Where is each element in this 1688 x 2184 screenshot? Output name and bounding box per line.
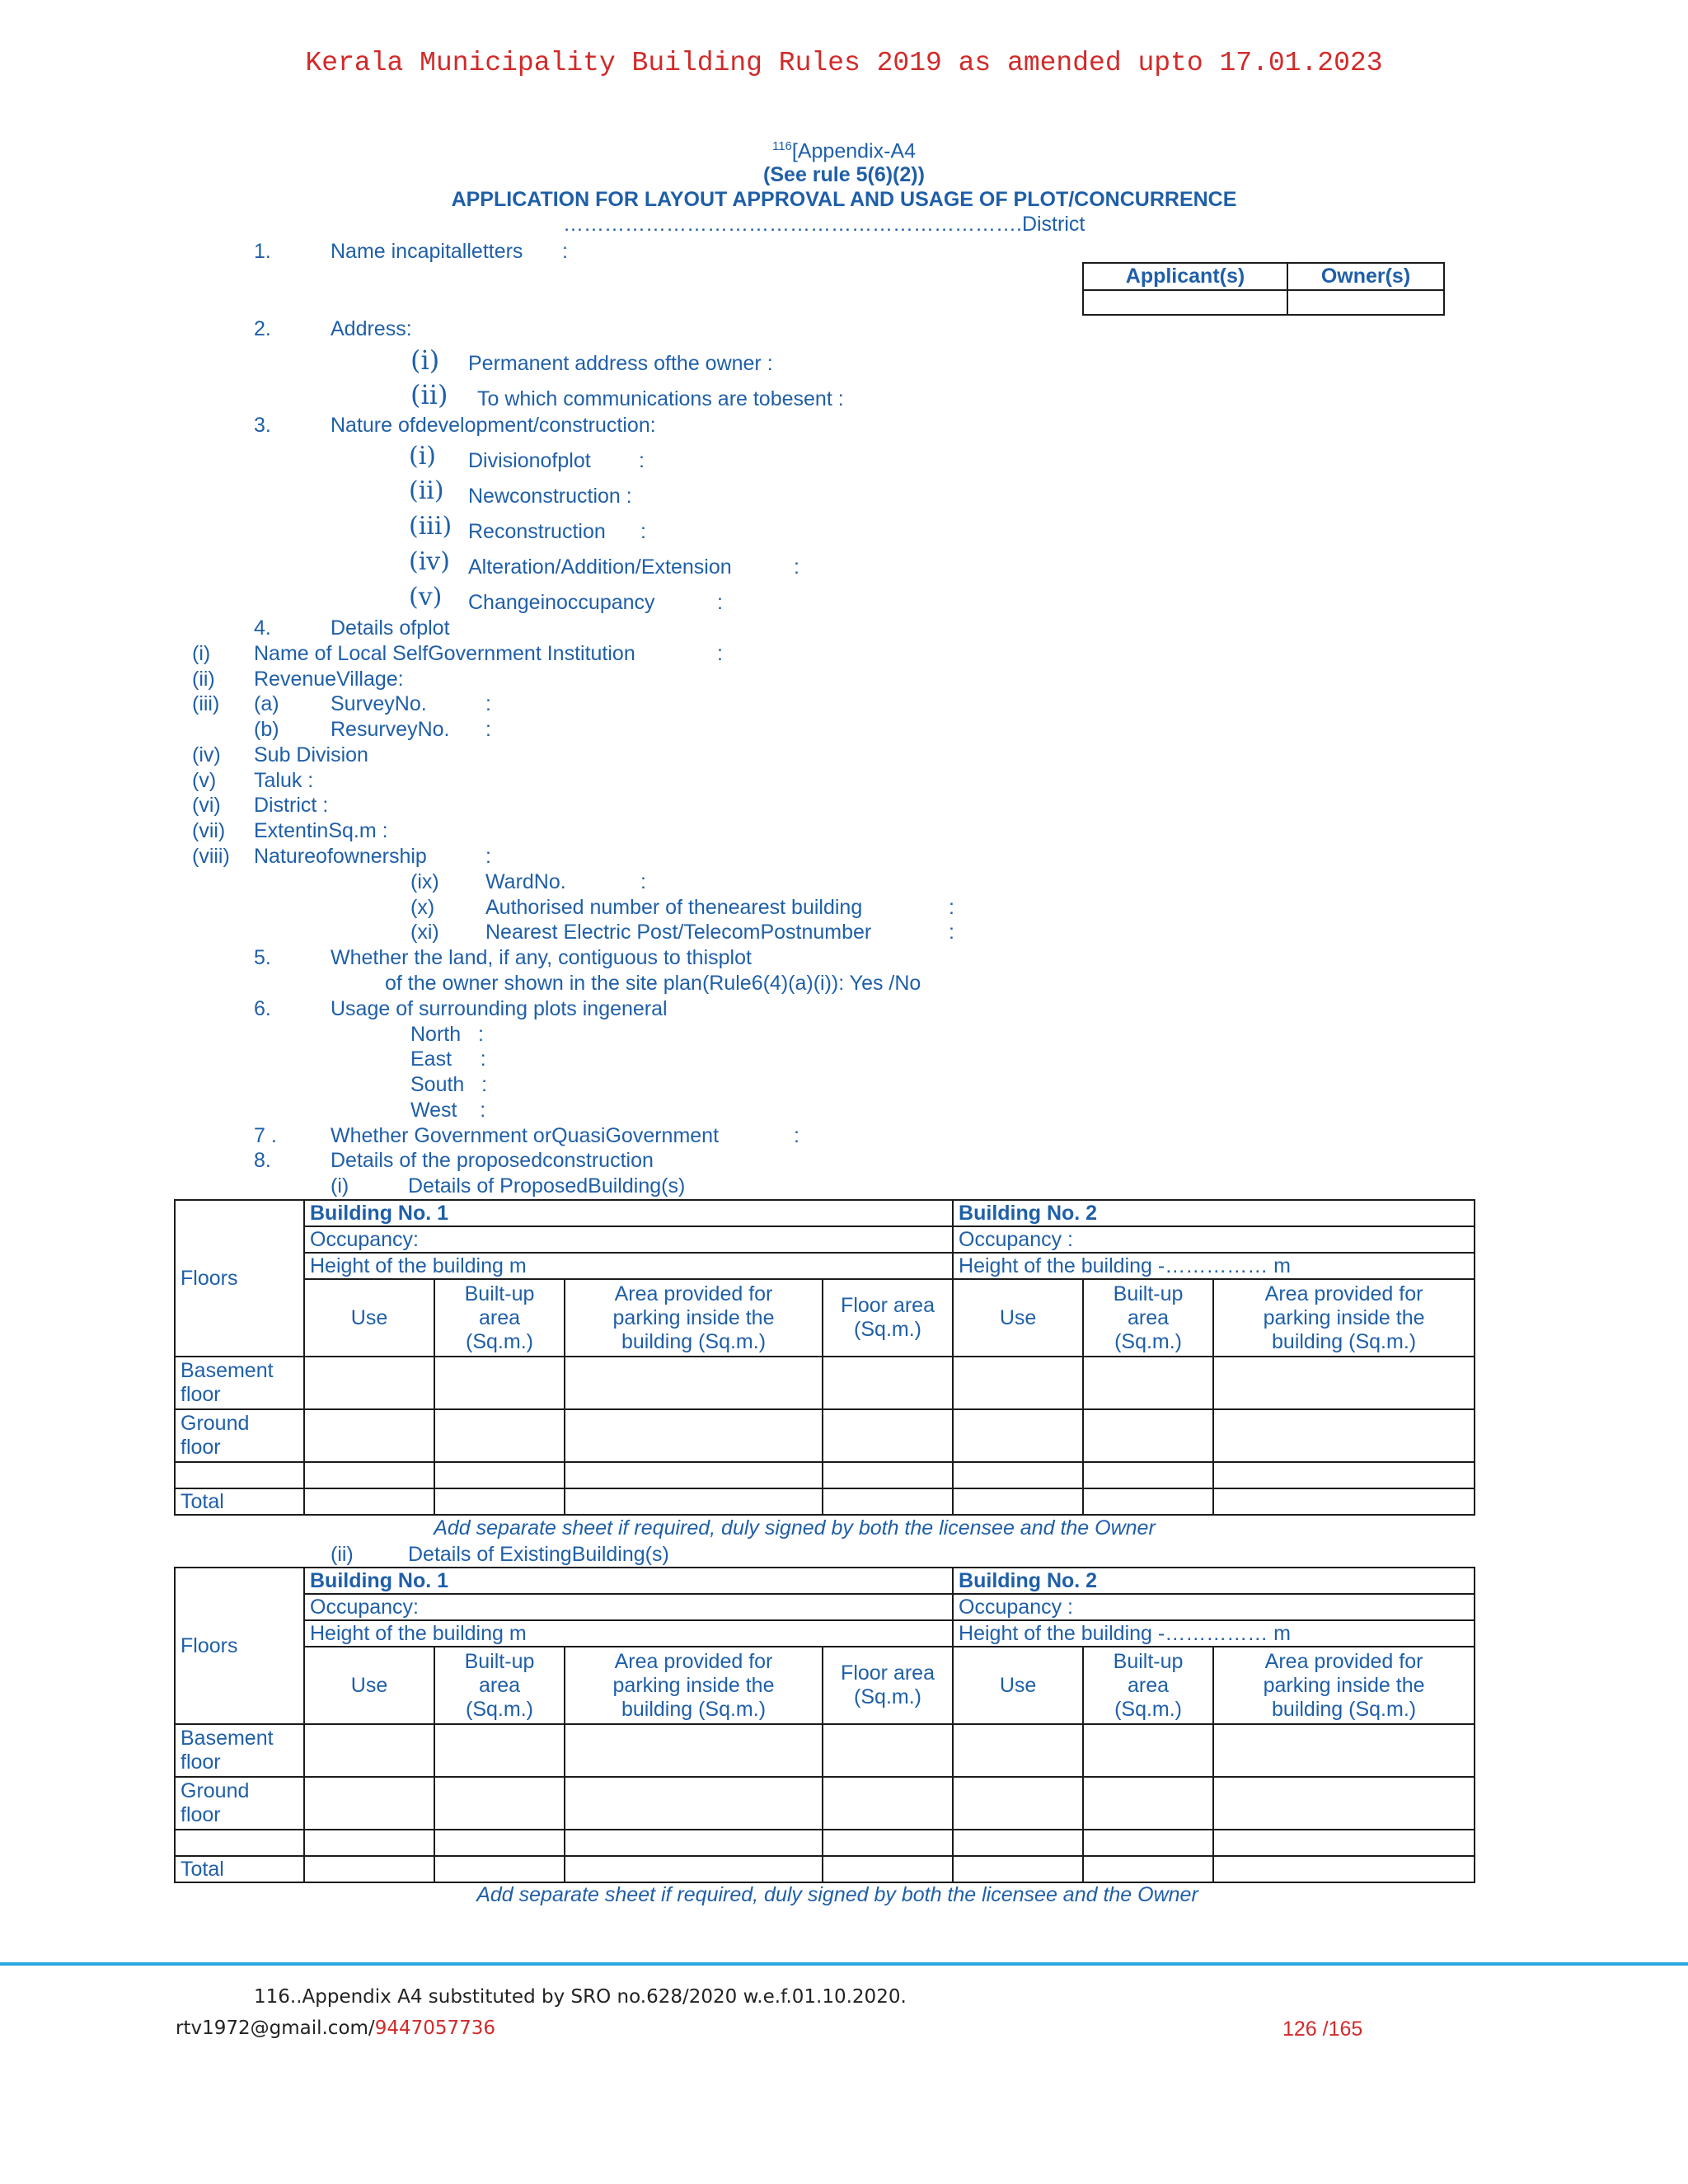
footer-email: rtv1972@gmail.com/ (176, 2018, 375, 2039)
ground-row (175, 1777, 1475, 1830)
plot-2-number: (ii) (192, 668, 215, 691)
ground-row (175, 1409, 1475, 1462)
proposed-buildings-label: Details of ProposedBuilding(s) (408, 1174, 686, 1197)
electric-post-label: Nearest Electric Post/TelecomPostnumber (485, 921, 872, 944)
item-2a-roman: (i) (410, 344, 440, 376)
item-6-number: 6. (254, 997, 271, 1020)
item-5-label: Whether the land, if any, contiguous to thisplot (331, 946, 752, 969)
resurvey-letter: (b) (254, 718, 279, 741)
footnote-marker: 116 (771, 139, 792, 153)
plot-10-number: (x) (410, 896, 435, 919)
item-1-colon: : (562, 240, 568, 263)
footer-rule (0, 1962, 1688, 1966)
item-6-label: Usage of surrounding plots ingeneral (331, 997, 668, 1020)
plot-1-number: (i) (192, 642, 211, 665)
footnote-116: 116..Appendix A4 substituted by SRO no.628/2020 w.e.f.01.10.2020. (254, 1986, 907, 2008)
item-8-label: Details of the proposedconstruction (331, 1149, 654, 1172)
item-2b-roman: (ii) (410, 379, 448, 410)
plot-8-number: (viii) (192, 845, 230, 868)
district-line: ………………………………………………………….District (563, 213, 1085, 236)
building-2-header: Building No. 2 (953, 1200, 1475, 1226)
basement-row (175, 1357, 1475, 1409)
item-3-label: Nature ofdevelopment/construction: (331, 414, 656, 437)
plot-11-number: (xi) (410, 921, 439, 944)
reconstruction-colon: : (640, 520, 646, 543)
builtup-area-header: Built-up area (Sq.m.) (434, 1647, 565, 1724)
ward-no-colon: : (640, 870, 646, 893)
permanent-address-label: Permanent address ofthe owner : (468, 352, 773, 375)
plot-7-number: (vii) (192, 819, 226, 842)
applicant-header: Applicant(s) (1083, 263, 1287, 290)
ward-no-label: WardNo. (485, 870, 566, 893)
existing-table-note: Add separate sheet if required, duly signed by both the licensee and the Owner (476, 1883, 1198, 1906)
item-1-label: Name incapitalletters (331, 240, 523, 263)
building-1-height: Height of the building m (304, 1253, 953, 1279)
taluk-label: Taluk : (254, 769, 314, 792)
item-1-number: 1. (254, 240, 271, 263)
blank-row (175, 1830, 1475, 1856)
item-7-colon: : (794, 1124, 799, 1147)
form-title: APPLICATION FOR LAYOUT APPROVAL AND USAGE OF PLOT/CONCURRENCE (451, 188, 1237, 211)
item-8i-number: (i) (331, 1174, 349, 1197)
total-row (175, 1856, 1475, 1882)
item-3-number: 3. (254, 414, 271, 437)
change-occupancy-colon: : (717, 591, 723, 614)
builtup-area-header: Built-up area (Sq.m.) (1083, 1279, 1213, 1357)
north-label: North : (410, 1023, 484, 1046)
floors-header: Floors (175, 1200, 304, 1357)
nearest-building-label: Authorised number of thenearest building (485, 896, 863, 919)
building-1-header: Building No. 1 (304, 1568, 953, 1594)
item-3a-roman: (i) (409, 442, 437, 471)
proposed-buildings-table (174, 1199, 1475, 1516)
see-rule: (See rule 5(6)(2)) (763, 163, 925, 186)
item-5-number: 5. (254, 946, 271, 969)
south-label: South : (410, 1073, 488, 1096)
survey-letter: (a) (254, 692, 279, 715)
parking-area-header: Area provided for parking inside the building (Sq.m.) (1213, 1279, 1475, 1357)
new-construction-label: Newconstruction : (468, 485, 632, 508)
alteration-label: Alteration/Addition/Extension (468, 555, 732, 579)
reconstruction-label: Reconstruction (468, 520, 606, 543)
item-3b-roman: (ii) (409, 476, 444, 505)
footer-contact (176, 2018, 495, 2039)
blank-row (175, 1462, 1475, 1488)
builtup-area-header: Built-up area (Sq.m.) (434, 1279, 565, 1357)
extent-label: ExtentinSq.m : (254, 819, 388, 842)
total-label: Total (175, 1488, 304, 1515)
floor-area-header: Floor area (Sq.m.) (823, 1647, 953, 1724)
item-4-number: 4. (254, 616, 271, 640)
division-of-plot-label: Divisionofplot (468, 449, 591, 472)
building-1-occupancy: Occupancy: (304, 1226, 953, 1253)
appendix-heading (0, 134, 1688, 163)
item-3d-roman: (iv) (409, 547, 450, 576)
building-2-occupancy: Occupancy : (953, 1226, 1475, 1253)
item-3c-roman: (iii) (409, 512, 452, 541)
running-header: Kerala Municipality Building Rules 2019 as amended upto 17.01.2023 (305, 48, 1383, 78)
plot-6-number: (vi) (192, 794, 221, 817)
communication-address-label: To which communications are tobesent : (477, 387, 844, 410)
building-2-height: Height of the building -…………… m (953, 1253, 1475, 1279)
building-2-height: Height of the building -…………… m (953, 1620, 1475, 1647)
survey-no-label: SurveyNo. (331, 692, 427, 715)
floors-header: Floors (175, 1568, 304, 1724)
item-7-label: Whether Government orQuasiGovernment (331, 1124, 720, 1147)
east-label: East : (410, 1047, 486, 1071)
electric-post-colon: : (949, 921, 954, 944)
ownership-label: Natureofownership (254, 845, 427, 868)
item-8-number: 8. (254, 1149, 271, 1172)
building-2-occupancy: Occupancy : (953, 1594, 1475, 1620)
floor-area-header: Floor area (Sq.m.) (823, 1279, 953, 1357)
item-2-number: 2. (254, 317, 271, 340)
alteration-colon: : (794, 555, 799, 579)
basement-row (175, 1724, 1475, 1777)
item-5-line-2: of the owner shown in the site plan(Rule6(4)(a)(i)): Yes /No (385, 972, 921, 995)
ground-label: Ground floor (175, 1777, 304, 1830)
existing-buildings-table (174, 1567, 1475, 1883)
use-header: Use (304, 1647, 434, 1724)
footer-phone: 9447057736 (374, 2018, 496, 2039)
item-3e-roman: (v) (409, 583, 443, 612)
basement-label: Basement floor (175, 1724, 304, 1777)
basement-label: Basement floor (175, 1357, 304, 1409)
lsgi-colon: : (717, 642, 723, 665)
plot-9-number: (ix) (410, 870, 439, 893)
division-of-plot-colon: : (639, 449, 645, 472)
sub-division-label: Sub Division (254, 743, 368, 766)
plot-5-number: (v) (192, 769, 217, 792)
parking-area-header: Area provided for parking inside the building (Sq.m.) (565, 1279, 823, 1357)
applicant-value-cell[interactable] (1083, 290, 1287, 315)
resurvey-no-label: ResurveyNo. (331, 718, 450, 741)
survey-no-colon: : (485, 692, 491, 715)
resurvey-no-colon: : (485, 718, 491, 741)
total-label: Total (175, 1856, 304, 1882)
existing-buildings-label: Details of ExistingBuilding(s) (408, 1543, 669, 1566)
owner-header: Owner(s) (1287, 263, 1444, 290)
plot-4-number: (iv) (192, 743, 221, 766)
use-header: Use (953, 1647, 1083, 1724)
revenue-village-label: RevenueVillage: (254, 668, 404, 691)
proposed-table-note: Add separate sheet if required, duly signed by both the licensee and the Owner (434, 1516, 1156, 1540)
ownership-colon: : (485, 845, 491, 868)
lsgi-label: Name of Local SelfGovernment Institution (254, 642, 635, 665)
item-8ii-number: (ii) (331, 1543, 354, 1566)
plot-3-number: (iii) (192, 692, 220, 715)
page-number: 126 /165 (1282, 2018, 1363, 2041)
builtup-area-header: Built-up area (Sq.m.) (1083, 1647, 1213, 1724)
ground-label: Ground floor (175, 1409, 304, 1462)
appendix-label: [Appendix-A4 (791, 139, 917, 163)
building-1-header: Building No. 1 (304, 1200, 953, 1226)
building-1-height: Height of the building m (304, 1620, 953, 1647)
use-header: Use (953, 1279, 1083, 1357)
change-occupancy-label: Changeinoccupancy (468, 591, 655, 614)
use-header: Use (304, 1279, 434, 1357)
nearest-building-colon: : (949, 896, 954, 919)
building-1-occupancy: Occupancy: (304, 1594, 953, 1620)
item-4-label: Details ofplot (331, 616, 450, 640)
applicant-owner-table (1082, 262, 1445, 316)
building-2-header: Building No. 2 (953, 1568, 1475, 1594)
item-7-number: 7 . (254, 1124, 277, 1147)
parking-area-header: Area provided for parking inside the building (Sq.m.) (565, 1647, 823, 1724)
total-row (175, 1488, 1475, 1515)
owner-value-cell[interactable] (1287, 290, 1444, 315)
item-2-label: Address: (331, 317, 412, 340)
west-label: West : (410, 1099, 486, 1122)
parking-area-header: Area provided for parking inside the building (Sq.m.) (1213, 1647, 1475, 1724)
district-label: District : (254, 794, 329, 817)
